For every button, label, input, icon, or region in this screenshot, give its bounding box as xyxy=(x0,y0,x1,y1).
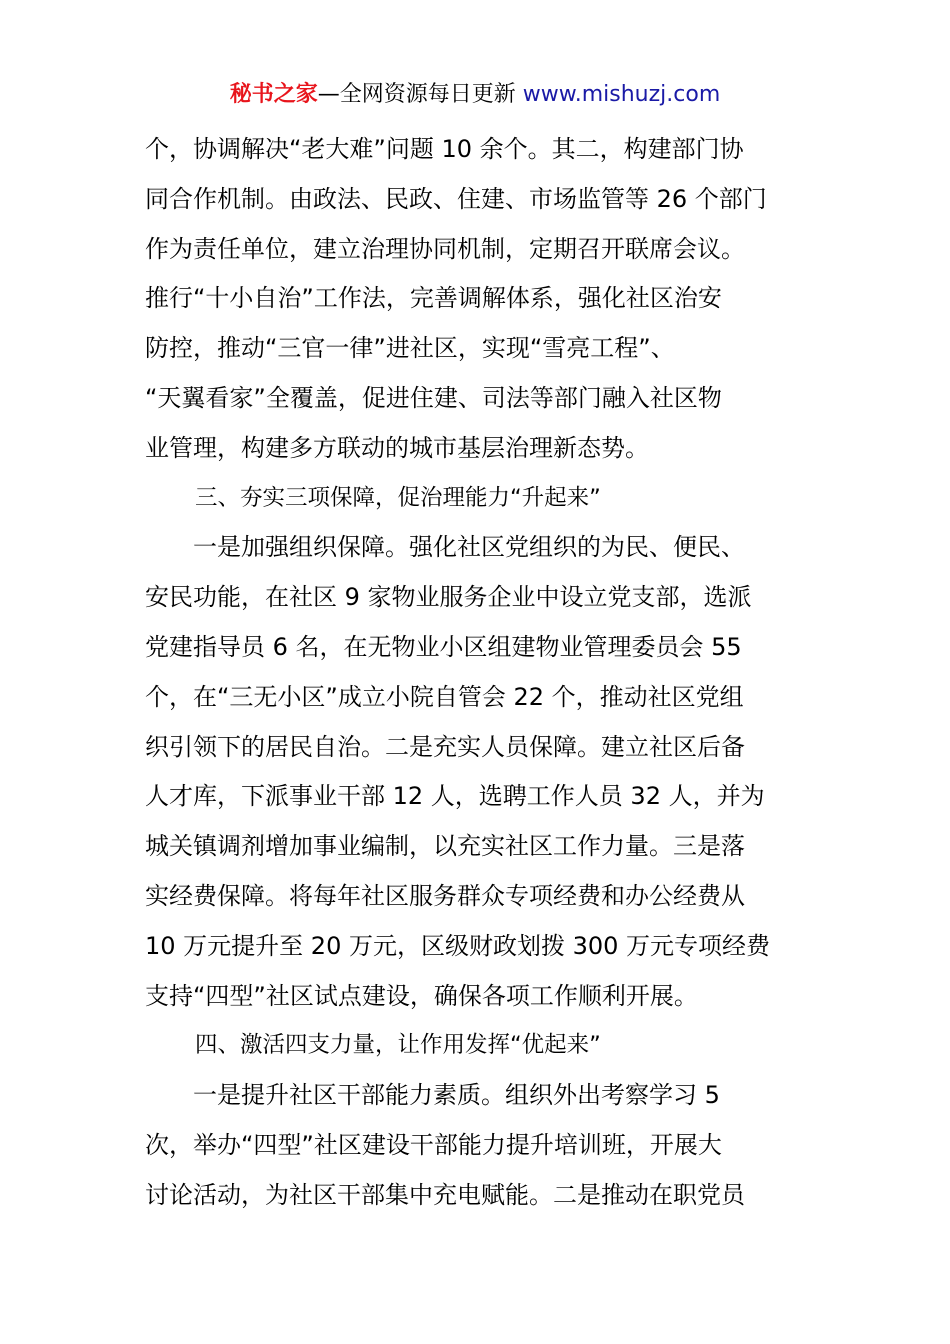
paragraph-line: 织引领下的居民自治。二是充实人员保障。建立社区后备 xyxy=(145,732,745,761)
section-heading-4: 四、激活四支力量，让作用发挥“优起来” xyxy=(195,1032,601,1059)
header-tagline: —全网资源每日更新 xyxy=(317,82,523,107)
paragraph-line: “天翼看家”全覆盖，促进住建、司法等部门融入社区物 xyxy=(145,383,722,412)
paragraph-line: 推行“十小自治”工作法，完善调解体系，强化社区治安 xyxy=(145,284,722,313)
paragraph-line: 人才库，下派事业干部 12 人，选聘工作人员 32 人，并为 xyxy=(145,782,765,811)
paragraph-line: 一是提升社区干部能力素质。组织外出考察学习 5 xyxy=(193,1081,720,1110)
paragraph-line: 讨论活动，为社区干部集中充电赋能。二是推动在职党员 xyxy=(145,1180,745,1209)
paragraph-line: 安民功能，在社区 9 家物业服务企业中设立党支部，选派 xyxy=(145,583,752,612)
paragraph-line: 个，协调解决“老大难”问题 10 余个。其二，构建部门协 xyxy=(145,135,744,163)
paragraph-line: 同合作机制。由政法、民政、住建、市场监管等 26 个部门 xyxy=(145,184,767,213)
paragraph-line: 支持“四型”社区试点建设，确保各项工作顺利开展。 xyxy=(145,981,698,1010)
document-body xyxy=(145,125,810,1221)
paragraph-line: 个，在“三无小区”成立小院自管会 22 个，推动社区党组 xyxy=(145,682,744,711)
paragraph-line: 实经费保障。将每年社区服务群众专项经费和办公经费从 xyxy=(145,881,745,910)
paragraph-line: 一是加强组织保障。强化社区党组织的为民、便民、 xyxy=(193,533,745,562)
header-url-link[interactable]: www.mishuzj.com xyxy=(522,82,721,107)
paragraph-line: 作为责任单位，建立治理协同机制，定期召开联席会议。 xyxy=(145,234,745,263)
paragraph-line: 城关镇调剂增加事业编制，以充实社区工作力量。三是落 xyxy=(145,832,745,861)
page-header xyxy=(0,80,950,110)
header-brand: 秘书之家 xyxy=(229,82,318,107)
paragraph-line: 防控，推动“三官一律”进社区，实现“雪亮工程”、 xyxy=(145,334,675,363)
paragraph-line: 党建指导员 6 名，在无物业小区组建物业管理委员会 55 xyxy=(145,632,742,661)
paragraph-line: 10 万元提升至 20 万元，区级财政划拨 300 万元专项经费 xyxy=(145,931,771,960)
paragraph-line: 业管理，构建多方联动的城市基层治理新态势。 xyxy=(145,433,649,462)
paragraph-line: 次，举办“四型”社区建设干部能力提升培训班，开展大 xyxy=(145,1130,722,1159)
section-heading-3: 三、夯实三项保障，促治理能力“升起来” xyxy=(195,484,601,511)
